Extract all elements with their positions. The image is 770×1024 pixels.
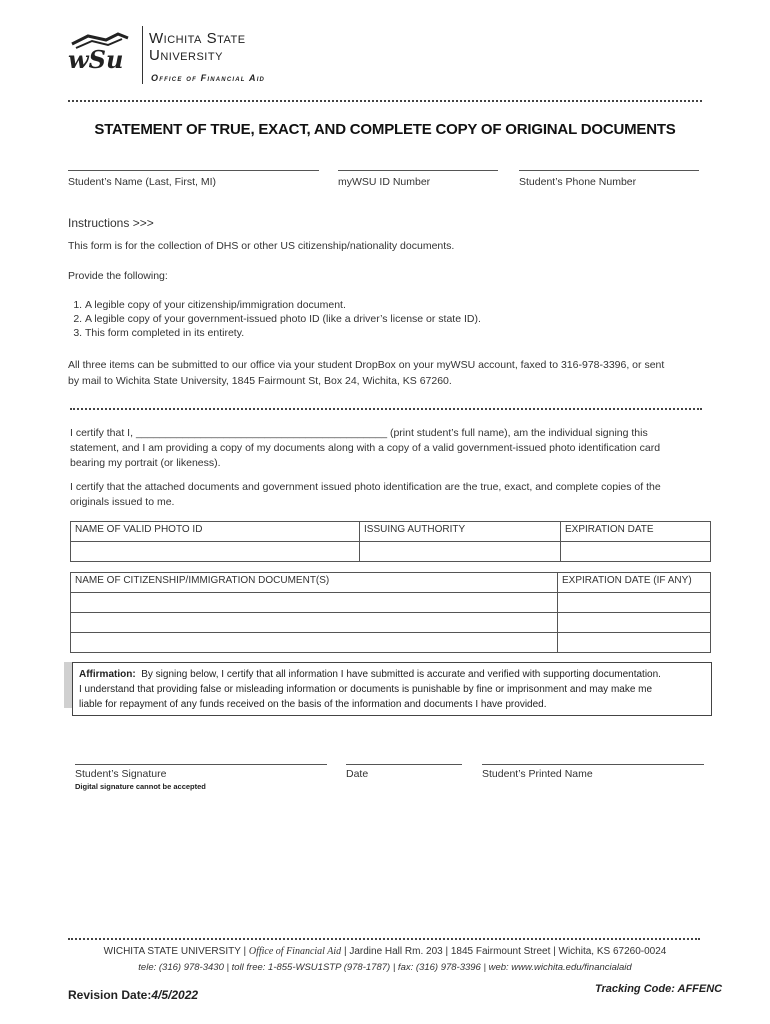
column-header: EXPIRATION DATE (IF ANY)	[558, 573, 711, 593]
table-row	[71, 633, 711, 653]
list-item: 1. A legible copy of your citizenship/immigration document.	[85, 298, 725, 312]
document-expiration-cell[interactable]	[558, 633, 711, 653]
logo-wordmark: wSu	[68, 45, 124, 74]
requirements-list	[59, 298, 725, 340]
date-field[interactable]	[346, 764, 462, 765]
document-name-cell[interactable]	[71, 633, 558, 653]
list-item: 3. This form completed in its entirety.	[85, 326, 725, 340]
printed-name-field[interactable]	[482, 764, 704, 765]
expiration-date-cell[interactable]	[561, 542, 711, 562]
certify-statement: I certify that I, ___________________________________________ (print student’s full name), am the individual signing this statement, and I am providing a copy of my documents along with a copy of a valid government-issued photo identification card bearing my portrait (or likeness).	[70, 427, 661, 469]
photo-id-table	[70, 521, 711, 562]
table-header-row	[71, 522, 711, 542]
column-header: ISSUING AUTHORITY	[360, 522, 561, 542]
wsu-id-label: myWSU ID Number	[338, 176, 431, 188]
wsu-logo	[66, 30, 134, 74]
student-name-field[interactable]	[68, 170, 319, 171]
submission-info: All three items can be submitted to our office via your student DropBox on your myWSU account, faxed to 316-978-3396, or sent by mail to Wichita State University, 1845 Fairmount St, Box 24, Wichita, KS 67260.	[68, 359, 665, 387]
issuing-authority-cell[interactable]	[360, 542, 561, 562]
footer-contact: tele: (316) 978-3430 | toll free: 1-855-WSU1STP (978-1787) | fax: (316) 978-3396 | web: www.wichita.edu/financialaid	[138, 962, 632, 973]
dotted-divider	[68, 938, 700, 940]
document-name-cell[interactable]	[71, 613, 558, 633]
digital-signature-note: Digital signature cannot be accepted	[75, 782, 206, 791]
certify-documents: I certify that the attached documents and government issued photo identification are the true, exact, and complete copies of the originals issued to me.	[70, 481, 661, 508]
wsu-id-field[interactable]	[338, 170, 498, 171]
office-name: Office of Financial Aid	[151, 73, 266, 83]
list-item: 2. A legible copy of your government-issued photo ID (like a driver’s license or state ID).	[85, 312, 725, 326]
university-name: Wichita State University	[149, 30, 246, 64]
phone-field[interactable]	[519, 170, 699, 171]
affirmation-label: Affirmation:	[79, 669, 136, 680]
signature-label: Student’s Signature	[75, 768, 167, 780]
column-header: NAME OF VALID PHOTO ID	[71, 522, 360, 542]
column-header: NAME OF CITIZENSHIP/IMMIGRATION DOCUMENT(S)	[71, 573, 558, 593]
printed-name-label: Student’s Printed Name	[482, 768, 593, 780]
document-name-cell[interactable]	[71, 593, 558, 613]
citizenship-document-table	[70, 572, 711, 653]
footer-address: WICHITA STATE UNIVERSITY | Office of Financial Aid | Jardine Hall Rm. 203 | 1845 Fairmount Street | Wichita, KS 67260-0024	[103, 946, 667, 957]
document-expiration-cell[interactable]	[558, 613, 711, 633]
dotted-divider	[70, 408, 702, 410]
table-header-row	[71, 573, 711, 593]
affirmation-box: Affirmation: By signing below, I certify that all information I have submitted is accurate and verified with supporting documentation. I understand that providing false or misleading information or documents is punishable by fine or imprisonment and may make me liable for repayment of any funds received on the basis of the information and documents I have provided.	[72, 662, 712, 716]
student-name-label: Student’s Name (Last, First, MI)	[68, 176, 217, 188]
signature-field[interactable]	[75, 764, 327, 765]
date-label: Date	[346, 768, 369, 780]
phone-label: Student’s Phone Number	[519, 176, 637, 188]
photo-id-name-cell[interactable]	[71, 542, 360, 562]
table-row	[71, 613, 711, 633]
column-header: EXPIRATION DATE	[561, 522, 711, 542]
logo-divider	[142, 26, 143, 84]
instructions-heading: Instructions >>>	[68, 216, 154, 230]
revision-date: Revision Date:4/5/2022	[68, 988, 199, 1002]
document-expiration-cell[interactable]	[558, 593, 711, 613]
table-row	[71, 542, 711, 562]
dotted-divider	[68, 100, 702, 102]
instructions-intro: This form is for the collection of DHS or other US citizenship/nationality documents.	[68, 240, 455, 252]
page-title: STATEMENT OF TRUE, EXACT, AND COMPLETE COPY OF ORIGINAL DOCUMENTS	[94, 121, 676, 138]
table-row	[71, 593, 711, 613]
provide-label: Provide the following:	[68, 270, 168, 282]
tracking-code: Tracking Code: AFFENC	[595, 983, 723, 995]
